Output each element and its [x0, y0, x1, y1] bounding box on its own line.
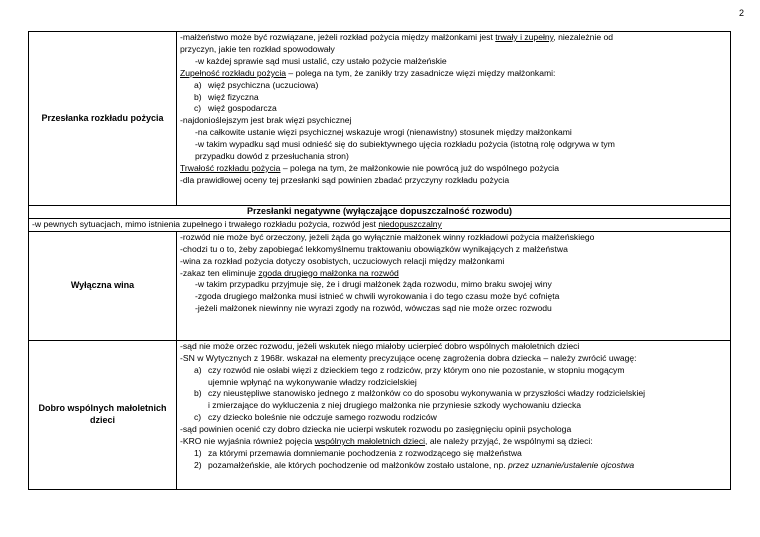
- page-number: 2: [738, 8, 744, 18]
- text-line: -sąd nie może orzec rozwodu, jeżeli wskutek niego miałoby ucierpieć dobro wspólnych małoletnich dzieci: [180, 340, 580, 351]
- list-item: c) czy dziecko boleśnie nie odczuje samego rozwodu rodziców: [194, 412, 437, 423]
- list-item: a) więź psychiczna (uczuciowa): [194, 79, 319, 90]
- text-line: -zakaz ten eliminuje zgoda drugiego małżonka na rozwód: [180, 267, 399, 278]
- text-line: -dla prawidłowej oceny tej przesłanki sąd powinien zbadać przyczyny rozkładu pożycia: [180, 174, 510, 185]
- list-item: c) więź gospodarcza: [194, 103, 277, 114]
- content-breakdown: [177, 32, 731, 206]
- row-exclusive-fault: [29, 231, 731, 340]
- list-item: a) czy rozwód nie osłabi więzi z dzieckiem tego z rodziców, przy którym ono nie pozostanie, w stopniu mogącym: [194, 364, 625, 375]
- list-item: 2) pozamałżeńskie, ale których pochodzenie od małżonków zostało ustalone, np. przez uznanie/ustalenie ojcostwa: [194, 459, 635, 470]
- text-line: przyczyn, jakie ten rozkład spowodowały: [180, 43, 335, 54]
- list-item: 1) za którymi przemawia domniemanie pochodzenia z rozwodzącego się małżeństwa: [194, 447, 522, 458]
- divorce-conditions-table: [28, 31, 731, 490]
- text-line: -małżeństwo może być rozwiązane, jeżeli rozkład pożycia między małżonkami jest trwały i zupełny, niezależnie od: [180, 32, 614, 42]
- list-item: b) więź fizyczna: [194, 91, 259, 102]
- negative-conditions-text: -w pewnych sytuacjach, mimo istnienia zupełnego i trwałego rozkładu pożycia, rozwód jest niedopuszczalny: [29, 218, 731, 231]
- text-line: -sąd powinien ocenić czy dobro dziecka nie ucierpi wskutek rozwodu po zasięgnięciu opinii psychologa: [180, 424, 572, 435]
- text-line: -wina za rozkład pożycia dotyczy osobistych, uczuciowych relacji między małżonkami: [180, 255, 505, 266]
- row-breakdown: [29, 32, 731, 206]
- text-line: -KRO nie wyjaśnia również pojęcia wspólnych małoletnich dzieci, ale należy przyjąć, że wspólnymi są dzieci:: [180, 436, 593, 447]
- text-line: Trwałość rozkładu pożycia – polega na tym, że małżonkowie nie powrócą już do wspólnego pożycia: [180, 162, 559, 173]
- row-negative-header: [29, 206, 731, 219]
- text-line: -chodzi tu o to, żeby zapobiegać lekkomyślnemu traktowaniu obowiązków wynikających z małżeństwa: [180, 243, 568, 254]
- label-exclusive-fault: Wyłączna wina: [29, 231, 177, 340]
- label-child-welfare: Dobro wspólnych małoletnich dzieci: [29, 340, 177, 489]
- content-child-welfare: [177, 340, 731, 489]
- text-line: -SN w Wytycznych z 1968r. wskazał na elementy precyzujące ocenę zagrożenia dobra dziecka – należy zwrócić uwagę:: [180, 352, 637, 363]
- text-line: -w takim przypadku przyjmuje się, że i drugi małżonek żąda rozwodu, mimo braku swojej winy: [195, 279, 552, 290]
- text-line: Zupełność rozkładu pożycia – polega na tym, że zanikły trzy zasadnicze więzi między małżonkami:: [180, 67, 556, 78]
- list-item: b) czy nieustępliwe stanowisko jednego z małżonków co do sposobu wykonywania w przyszłości władzy rodzicielskiej: [194, 388, 646, 399]
- list-item-continuation: ujemnie wpłynąć na wykonywanie władzy rodzicielskiej: [208, 376, 417, 387]
- text-line: przypadku dowód z przesłuchania stron): [195, 151, 349, 162]
- row-child-welfare: [29, 340, 731, 489]
- label-breakdown: Przesłanka rozkładu pożycia: [29, 32, 177, 206]
- text-line: -zgoda drugiego małżonka musi istnieć w chwili wyrokowania i do tego czasu może być cofnięta: [195, 291, 560, 302]
- text-line: -na całkowite ustanie więzi psychicznej wskazuje wrogi (nienawistny) stosunek między małżonkami: [195, 127, 572, 138]
- text-line: -rozwód nie może być orzeczony, jeżeli żąda go wyłącznie małżonek winny rozkładowi pożycia małżeńskiego: [180, 231, 595, 242]
- text-line: -w każdej sprawie sąd musi ustalić, czy ustało pożycie małżeńskie: [195, 55, 447, 66]
- text-line: -jeżeli małżonek niewinny nie wyrazi zgody na rozwód, wówczas sąd nie może orzec rozwodu: [195, 303, 552, 314]
- text-line: -w takim wypadku sąd musi odnieść się do subiektywnego ujęcia rozkładu pożycia (istotną rolę odgrywa w tym: [195, 139, 615, 150]
- list-item-continuation: i zmierzające do wykluczenia z niej drugiego małżonka nie przyniesie szkody wychowaniu dziecka: [208, 400, 582, 411]
- text-line: -najdonioślejszym jest brak więzi psychicznej: [180, 115, 352, 126]
- row-negative-body: [29, 218, 731, 231]
- content-exclusive-fault: [177, 231, 731, 340]
- negative-conditions-heading: Przesłanki negatywne (wyłączające dopuszczalność rozwodu): [29, 206, 731, 219]
